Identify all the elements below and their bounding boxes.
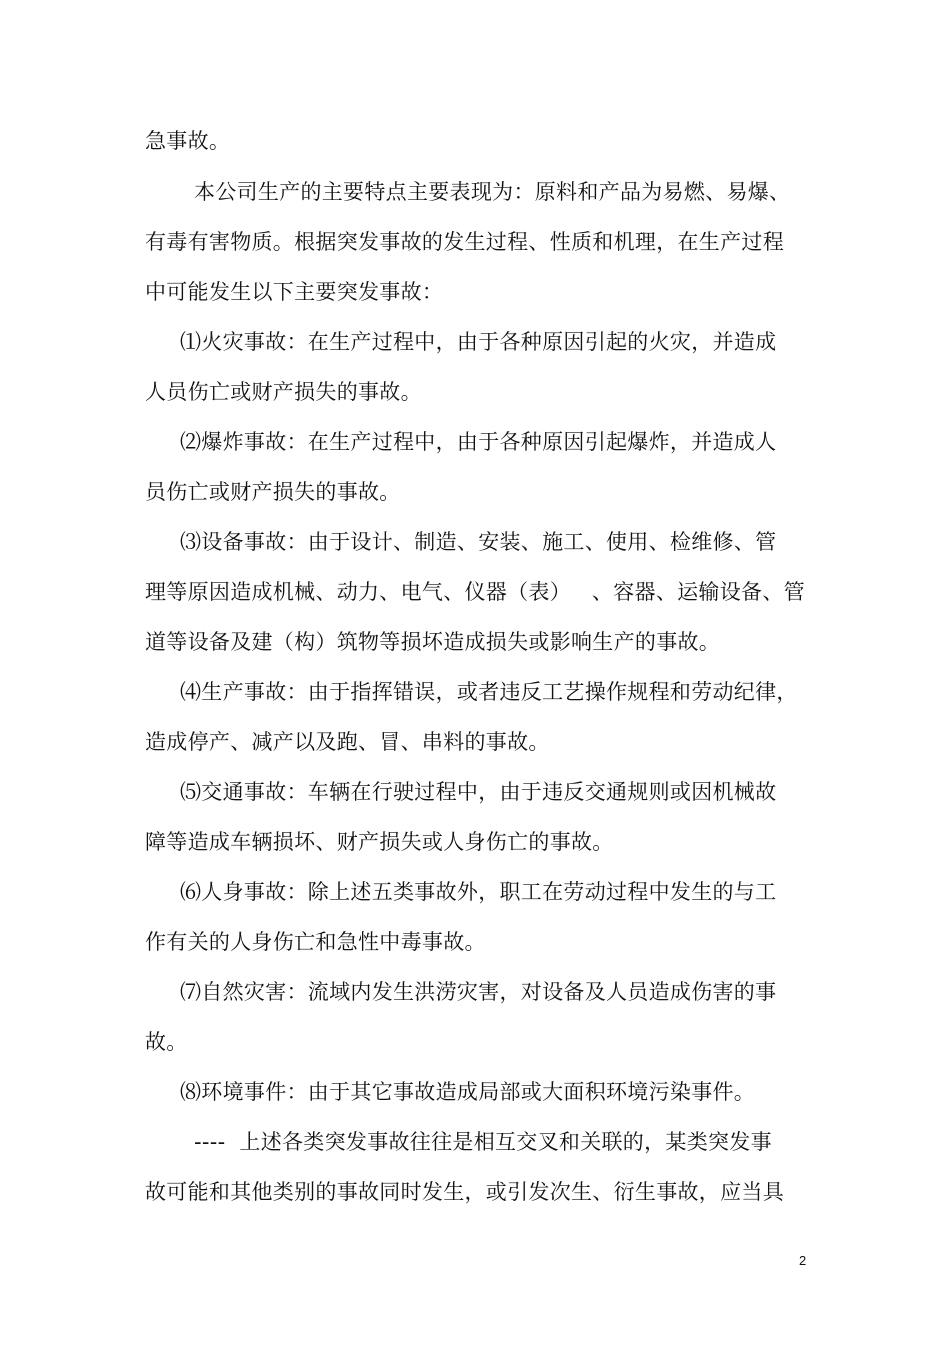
page-number: 2	[799, 1253, 807, 1268]
text-line: 故可能和其他类别的事故同时发生，或引发次生、衍生事故，应当具	[145, 1180, 784, 1204]
text-line: ---- 上述各类突发事故往往是相互交叉和关联的，某类突发事	[180, 1130, 772, 1154]
text-line: ⑺自然灾害：流域内发生洪涝灾害，对设备及人员造成伤害的事	[180, 980, 777, 1004]
text-line: 人员伤亡或财产损失的事故。	[145, 380, 422, 404]
text-line: ⑹人身事故：除上述五类事故外，职工在劳动过程中发生的与工	[180, 880, 777, 904]
text-line: 造成停产、减产以及跑、冒、串料的事故。	[145, 730, 550, 754]
text-line: 有毒有害物质。根据突发事故的发生过程、性质和机理，在生产过程	[145, 230, 784, 254]
text-line: 故。	[145, 1030, 188, 1054]
text-line: 员伤亡或财产损失的事故。	[145, 480, 401, 504]
text-line: ⑴火灾事故：在生产过程中，由于各种原因引起的火灾，并造成	[180, 330, 777, 354]
text-line: ⑵爆炸事故：在生产过程中，由于各种原因引起爆炸，并造成人	[180, 430, 777, 454]
text-line: ⑷生产事故：由于指挥错误，或者违反工艺操作规程和劳动纪律，	[180, 680, 798, 704]
text-line: 理等原因造成机械、动力、电气、仪器（表） 、容器、运输设备、管	[145, 580, 805, 604]
text-line: 作有关的人身伤亡和急性中毒事故。	[145, 930, 486, 954]
text-line: ⑻环境事件：由于其它事故造成局部或大面积环境污染事件。	[180, 1080, 756, 1104]
text-line: 中可能发生以下主要突发事故：	[145, 280, 444, 304]
text-line: 道等设备及建（构）筑物等损坏造成损失或影响生产的事故。	[145, 630, 721, 654]
text-line: 本公司生产的主要特点主要表现为：原料和产品为易燃、易爆、	[180, 180, 791, 204]
text-line: 急事故。	[145, 129, 231, 153]
text-line: ⑶设备事故：由于设计、制造、安装、施工、使用、检维修、管	[180, 530, 777, 554]
text-line: 障等造成车辆损坏、财产损失或人身伤亡的事故。	[145, 830, 614, 854]
text-line: ⑸交通事故：车辆在行驶过程中，由于违反交通规则或因机械故	[180, 780, 777, 804]
